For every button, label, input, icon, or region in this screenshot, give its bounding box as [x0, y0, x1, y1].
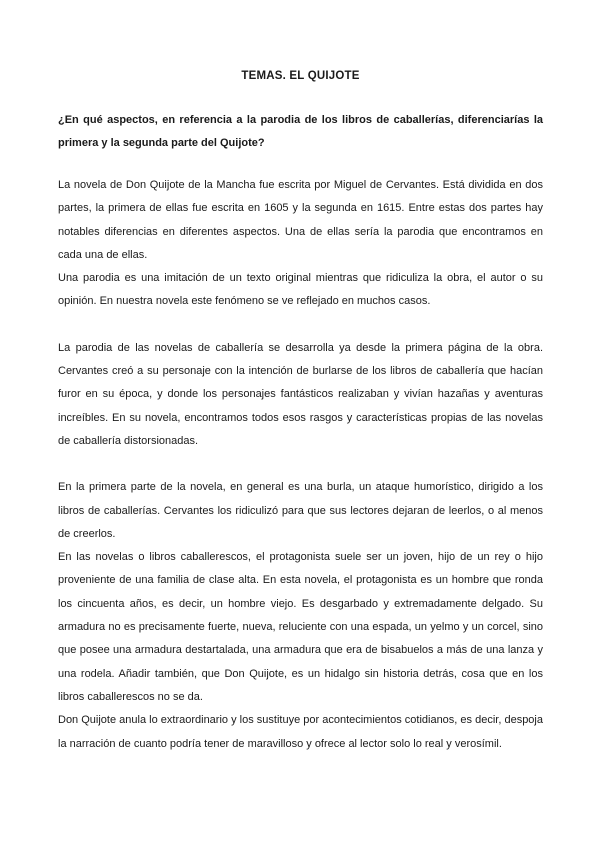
- paragraph-gap: [58, 453, 543, 476]
- document-title: TEMAS. EL QUIJOTE: [241, 70, 360, 82]
- paragraph-gap: [58, 314, 543, 337]
- paragraph-protagonist: En las novelas o libros caballerescos, el protagonista suele ser un joven, hijo de un rey o hijo proveniente de una familia de clase alta. En esta novela, el protagonista es un hombre que ronda los cincuenta años, es decir, un hombre viejo. Es desgarbado y extremadamente delgado. Su armadura no es precisamente fuerte, nueva, reluciente con una espada, un yelmo y un corcel, sino que posee una armadura destartalada, una armadura que era de bisabuelos a más de una lanza y una rodela. Añadir también, que Don Quijote, es un hidalgo sin historia detrás, cosa que en los libros caballerescos no se da.: [58, 551, 543, 703]
- paragraph-ordinary: Don Quijote anula lo extraordinario y los sustituye por acontecimientos cotidianos, es decir, despoja la narración de cuanto podría tener de maravilloso y ofrece al lector solo lo real y verosímil.: [58, 714, 543, 750]
- question-heading: ¿En qué aspectos, en referencia a la parodia de los libros de caballerías, diferenciarías la primera y la segunda parte del Quijote?: [58, 114, 543, 149]
- document-page: [58, 70, 543, 756]
- paragraph-intro: La novela de Don Quijote de la Mancha fue escrita por Miguel de Cervantes. Está dividida en dos partes, la primera de ellas fue escrita en 1605 y la segunda en 1615. Entre estas dos partes hay notables diferencias en diferentes aspectos. Una de ellas sería la parodia que encontramos en cada una de ellas.: [58, 179, 543, 261]
- paragraph-first-part: En la primera parte de la novela, en general es una burla, un ataque humorístico, dirigido a los libros de caballerías. Cervantes los ridiculizó para que sus lectores dejaran de leerlos, o al menos de creerlos.: [58, 481, 543, 540]
- paragraph-parody-development: La parodia de las novelas de caballería se desarrolla ya desde la primera página de la obra. Cervantes creó a su personaje con la intención de burlarse de los libros de caballería que hacían furor en su época, y donde los personajes fantásticos realizaban y vivían hazañas y aventuras increíbles. En su novela, encontramos todos esos rasgos y características propias de las novelas de caballería distorsionadas.: [58, 341, 543, 447]
- paragraph-parody-definition: Una parodia es una imitación de un texto original mientras que ridiculiza la obra, el autor o su opinión. En nuestra novela este fenómeno se ve reflejado en muchos casos.: [58, 272, 543, 308]
